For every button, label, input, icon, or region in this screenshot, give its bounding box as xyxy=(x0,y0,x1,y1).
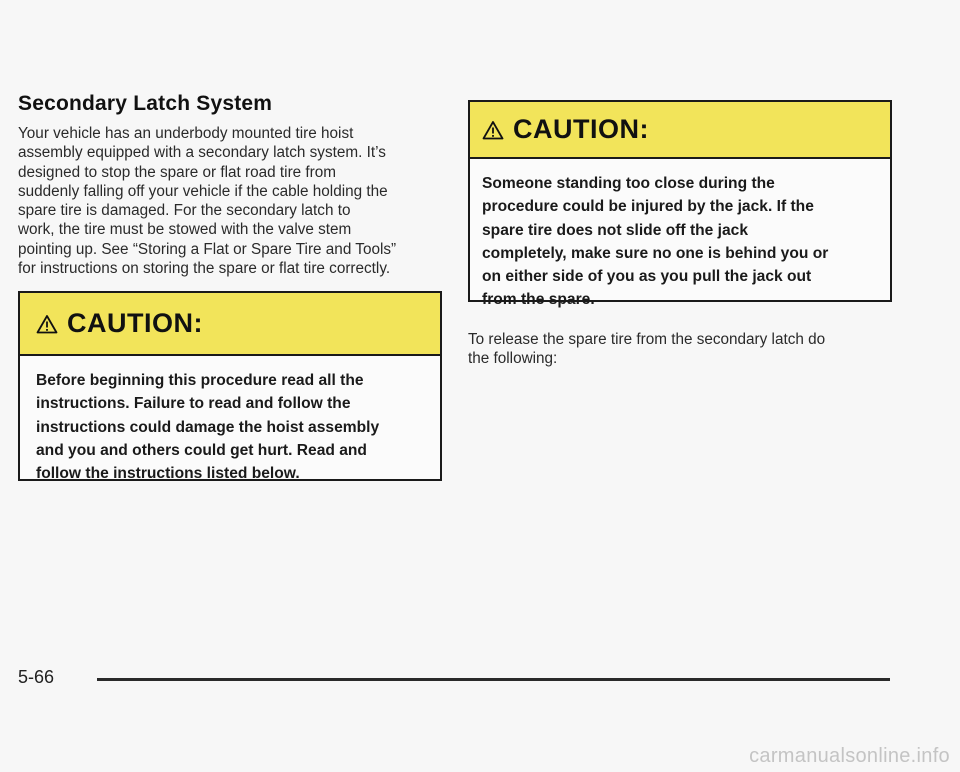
intro-paragraph xyxy=(18,124,396,278)
caution-line: from the spare. xyxy=(482,291,595,309)
caution-box-right xyxy=(468,100,892,309)
release-paragraph xyxy=(468,330,825,369)
watermark: carmanualsonline.info xyxy=(749,745,950,767)
intro-line: assembly equipped with a secondary latch system. It’s xyxy=(18,144,386,162)
release-line: To release the spare tire from the secondary latch do xyxy=(468,331,826,348)
intro-line: work, the tire must be stowed with the valve stem xyxy=(18,221,352,239)
caution-box-left xyxy=(18,291,442,481)
caution-line: follow the instructions listed below. xyxy=(36,465,300,483)
intro-line: for instructions on storing the spare or flat tire correctly. xyxy=(18,260,391,278)
footer-rule xyxy=(97,678,890,681)
warning-triangle-icon xyxy=(482,120,504,140)
caution-line: procedure could be injured by the jack. If the xyxy=(482,198,814,216)
caution-line: Someone standing too close during the xyxy=(482,175,775,192)
caution-line: instructions could damage the hoist assembly xyxy=(36,418,380,436)
caution-line: instructions. Failure to read and follow the xyxy=(36,395,351,413)
intro-line: designed to stop the spare or flat road tire from xyxy=(18,163,337,181)
caution-title: CAUTION: xyxy=(513,114,649,144)
caution-line: on either side of you as you pull the jack out xyxy=(482,268,812,286)
intro-line: suddenly falling off your vehicle if the cable holding the xyxy=(18,182,388,200)
caution-line: spare tire does not slide off the jack xyxy=(482,221,749,239)
intro-line: Your vehicle has an underbody mounted tire hoist xyxy=(18,125,354,142)
caution-line: Before beginning this procedure read all the xyxy=(36,372,364,389)
caution-line: and you and others could get hurt. Read and xyxy=(36,441,367,459)
warning-triangle-icon xyxy=(36,314,58,334)
caution-text xyxy=(470,159,890,312)
section-heading: Secondary Latch System xyxy=(18,92,273,115)
intro-line: pointing up. See “Storing a Flat or Spare Tire and Tools” xyxy=(18,240,397,258)
caution-header xyxy=(20,293,440,356)
intro-line: spare tire is damaged. For the secondary latch to xyxy=(18,202,351,220)
caution-header xyxy=(470,102,890,159)
page-number: 5-66 xyxy=(18,667,55,687)
release-line: the following: xyxy=(468,350,558,368)
caution-title: CAUTION: xyxy=(67,308,203,338)
caution-text xyxy=(20,356,440,485)
caution-line: completely, make sure no one is behind you or xyxy=(482,244,829,262)
